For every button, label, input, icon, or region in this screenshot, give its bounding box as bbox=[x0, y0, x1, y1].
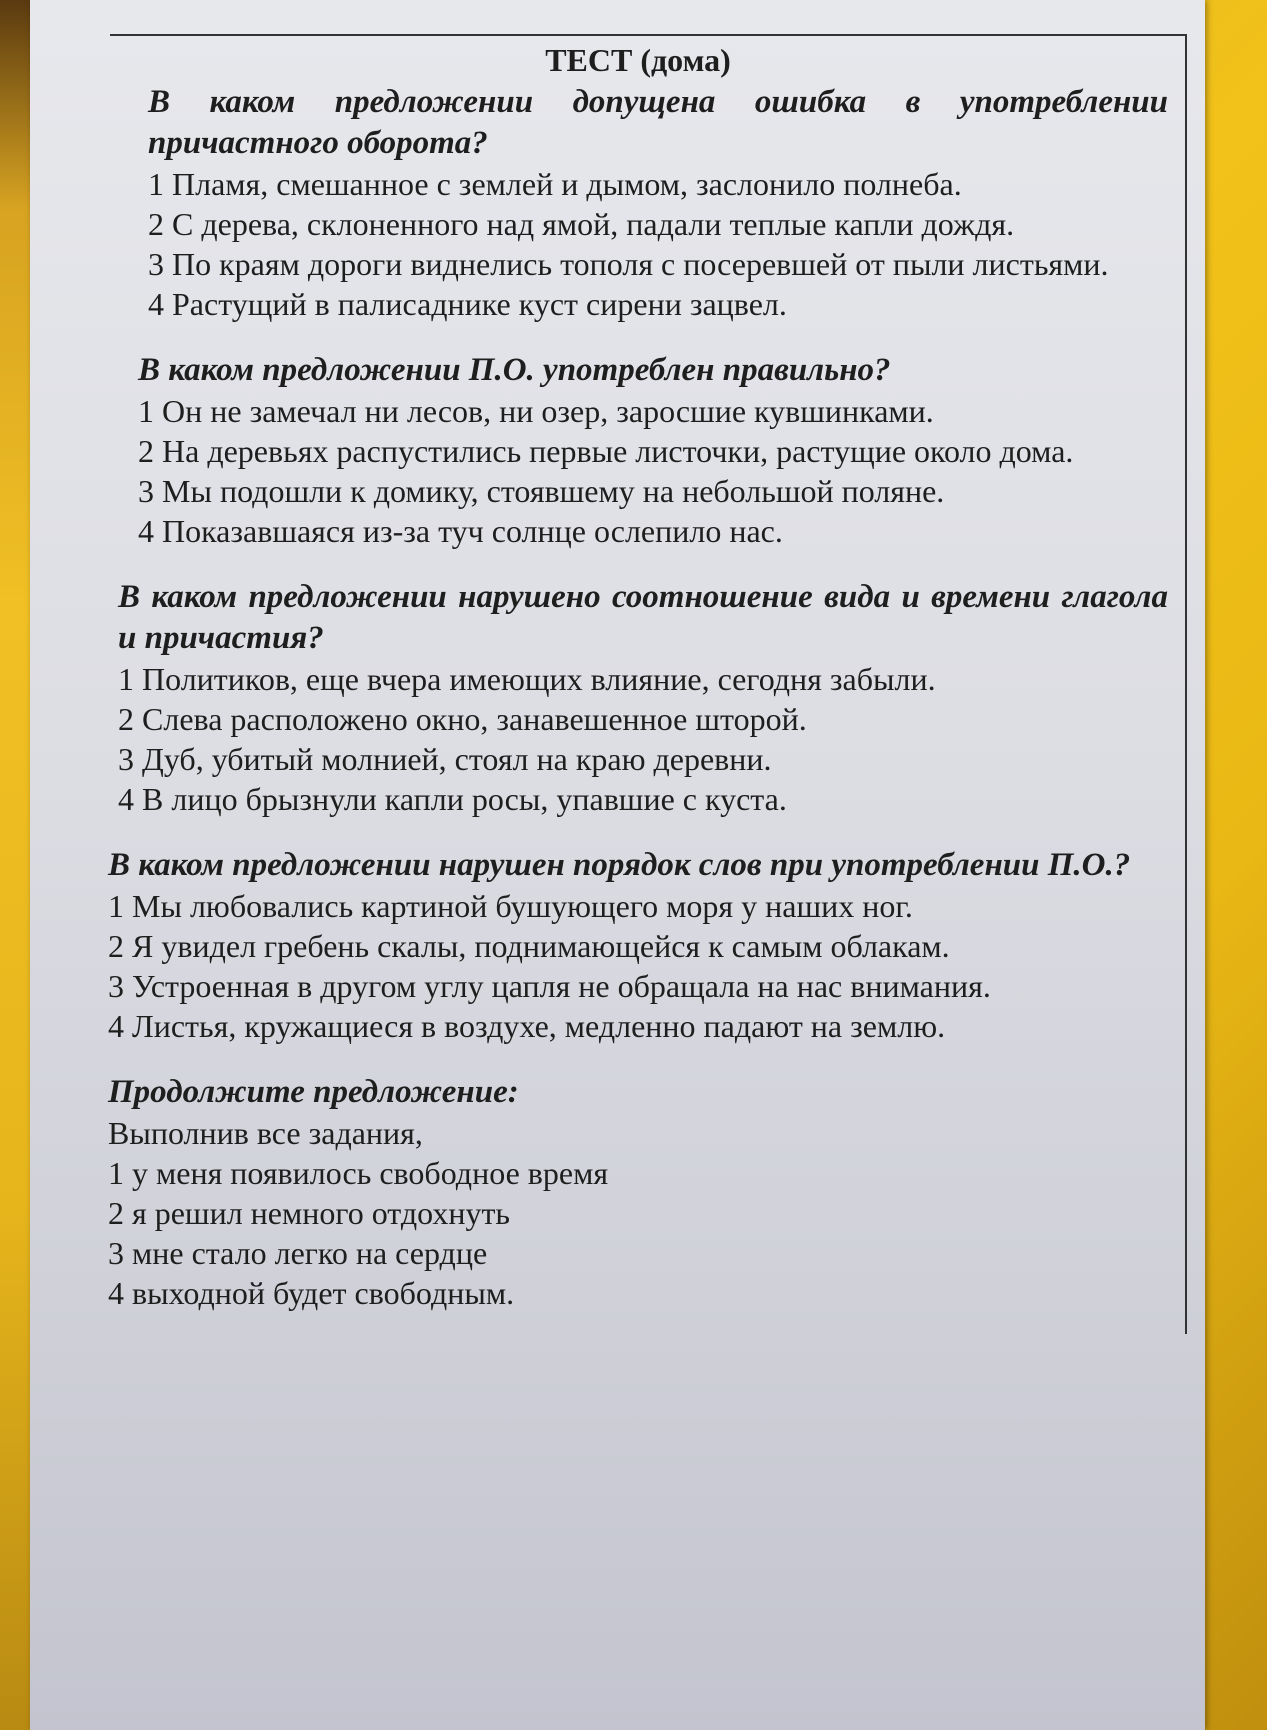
answer-option: 4 Показавшаяся из-за туч солнце ослепило нас. bbox=[138, 513, 783, 549]
answer-option: 1 Политиков, еще вчера имеющих влияние, сегодня забыли. bbox=[118, 661, 936, 697]
question-text: Продолжите предложение: bbox=[108, 1074, 519, 1110]
document-content bbox=[108, 40, 1168, 1339]
answer-option: 2 Я увидел гребень скалы, поднимающейся к самым облакам. bbox=[108, 928, 950, 964]
question-block-1 bbox=[108, 82, 1168, 324]
right-border-line bbox=[1185, 34, 1187, 1334]
answer-option: 1 Он не замечал ни лесов, ни озер, заросшие кувшинками. bbox=[138, 393, 934, 429]
answer-option: 2 На деревьях распустились первые листочки, растущие около дома. bbox=[138, 433, 1074, 469]
top-border-line bbox=[110, 34, 1185, 36]
question-text: В каком предложении П.О. употреблен правильно? bbox=[138, 352, 891, 388]
answer-option: 1 у меня появилось свободное время bbox=[108, 1155, 609, 1191]
page-title: ТЕСТ (дома) bbox=[545, 42, 731, 78]
answer-option: 2 Слева расположено окно, занавешенное шторой. bbox=[118, 701, 807, 737]
answer-option: 3 По краям дороги виднелись тополя с посеревшей от пыли листьями. bbox=[148, 246, 1109, 282]
answer-option: 4 Листья, кружащиеся в воздухе, медленно падают на землю. bbox=[108, 1008, 946, 1044]
answer-option: 3 Дуб, убитый молнией, стоял на краю деревни. bbox=[118, 741, 772, 777]
answer-option: 1 Пламя, смешанное с землей и дымом, заслонило полнеба. bbox=[148, 166, 962, 202]
answer-option: 2 С дерева, склоненного над ямой, падали теплые капли дождя. bbox=[148, 206, 1015, 242]
answer-option: 4 Растущий в палисаднике куст сирени зацвел. bbox=[148, 286, 787, 322]
answer-option: 3 мне стало легко на сердце bbox=[108, 1235, 488, 1271]
answer-option: 1 Мы любовались картиной бушующего моря у наших ног. bbox=[108, 888, 913, 924]
question-block-3 bbox=[108, 577, 1168, 819]
question-text: В каком предложении допущена ошибка в употреблении причастного оборота? bbox=[148, 84, 1168, 161]
paper-sheet bbox=[30, 0, 1205, 1730]
answer-option: 2 я решил немного отдохнуть bbox=[108, 1195, 511, 1231]
answer-option: 4 выходной будет свободным. bbox=[108, 1275, 515, 1311]
sentence-intro: Выполнив все задания, bbox=[108, 1115, 423, 1151]
question-block-4 bbox=[108, 845, 1168, 1046]
question-block-2 bbox=[108, 350, 1168, 551]
question-text: В каком предложении нарушено соотношение вида и времени глагола и причастия? bbox=[118, 579, 1168, 656]
question-text: В каком предложении нарушен порядок слов при употреблении П.О.? bbox=[108, 847, 1131, 883]
answer-option: 3 Устроенная в другом углу цапля не обращала на нас внимания. bbox=[108, 968, 991, 1004]
answer-option: 3 Мы подошли к домику, стоявшему на небольшой поляне. bbox=[138, 473, 945, 509]
answer-option: 4 В лицо брызнули капли росы, упавшие с куста. bbox=[118, 781, 787, 817]
question-block-5 bbox=[108, 1072, 1168, 1313]
